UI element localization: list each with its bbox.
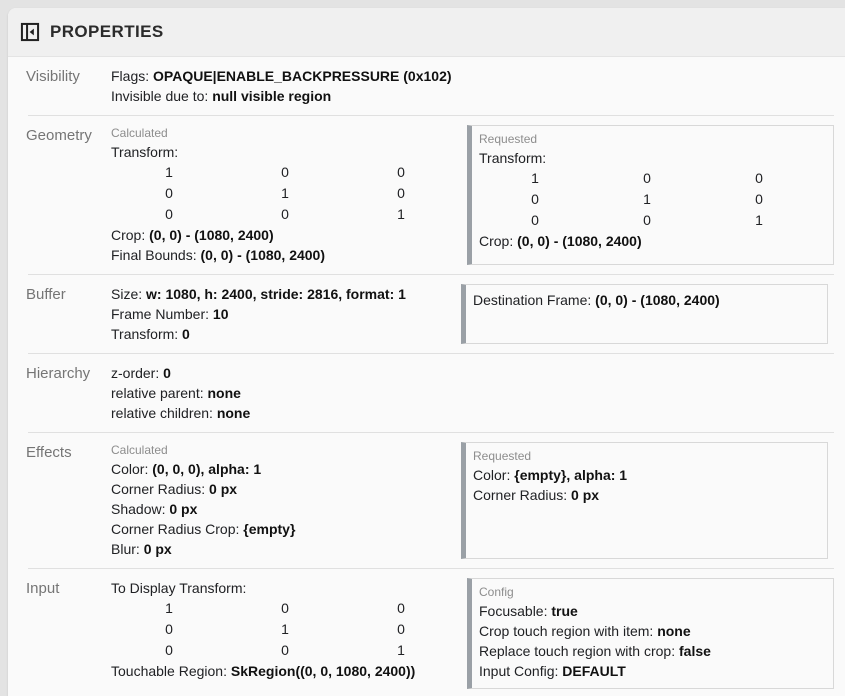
matrix-cell: 0 [755,170,763,186]
relative-parent-row: relative parent: none [111,385,241,401]
matrix-cell: 0 [397,164,405,180]
requested-caption: Requested [479,132,538,146]
replace-touch-region-row: Replace touch region with crop: false [479,643,711,659]
section-buffer [8,275,845,353]
section-label-buffer: Buffer [26,286,66,303]
matrix-cell: 0 [281,206,289,222]
properties-panel [8,8,845,696]
transform-label: Transform: [479,150,547,166]
destination-frame-row: Destination Frame: (0, 0) - (1080, 2400) [473,292,720,308]
corner-radius-crop-row: Corner Radius Crop: {empty} [111,521,296,537]
requested-transform-matrix [479,168,823,231]
calculated-transform-matrix [111,162,459,225]
corner-radius-row: Corner Radius: 0 px [473,487,600,503]
matrix-cell: 0 [397,621,405,637]
color-row: Color: {empty}, alpha: 1 [473,467,628,483]
flags-row: Flags: OPAQUE|ENABLE_BACKPRESSURE (0x102) [111,68,452,84]
matrix-cell: 0 [281,642,289,658]
matrix-cell: 1 [281,185,289,201]
matrix-cell: 1 [397,206,405,222]
calculated-caption: Calculated [111,126,168,140]
input-config-row: Input Config: DEFAULT [479,663,626,679]
matrix-cell: 0 [281,600,289,616]
touchable-region-row: Touchable Region: SkRegion((0, 0, 1080, 2400)) [111,663,416,679]
transform-label: Transform: [111,144,179,160]
to-display-transform-matrix [111,598,459,661]
crop-touch-region-row: Crop touch region with item: none [479,623,691,639]
relative-children-row: relative children: none [111,405,251,421]
requested-geometry-box [467,125,834,265]
final-bounds-row: Final Bounds: (0, 0) - (1080, 2400) [111,247,326,263]
corner-radius-row: Corner Radius: 0 px [111,481,238,497]
matrix-cell: 1 [165,164,173,180]
page-title: PROPERTIES [50,22,164,41]
section-hierarchy [8,354,845,432]
section-effects [8,433,845,568]
to-display-transform-label: To Display Transform: [111,580,247,596]
requested-caption: Requested [473,449,532,463]
matrix-cell: 0 [397,600,405,616]
matrix-cell: 0 [165,206,173,222]
section-visibility [8,57,845,115]
matrix-cell: 0 [531,191,539,207]
requested-effects-box [461,442,828,559]
buffer-transform-row: Transform: 0 [111,326,190,342]
panel-header [8,8,845,57]
matrix-cell: 1 [397,642,405,658]
matrix-cell: 0 [165,185,173,201]
blur-row: Blur: 0 px [111,541,172,557]
section-label-input: Input [26,580,60,597]
matrix-cell: 0 [165,642,173,658]
section-label-hierarchy: Hierarchy [26,365,91,382]
frame-number-row: Frame Number: 10 [111,306,229,322]
invisible-row: Invisible due to: null visible region [111,88,332,104]
matrix-cell: 0 [643,170,651,186]
dock-left-collapse-icon [19,21,41,43]
matrix-cell: 0 [643,212,651,228]
section-label-effects: Effects [26,444,72,461]
destination-frame-box [461,284,828,344]
config-caption: Config [479,585,514,599]
section-label-visibility: Visibility [26,68,80,85]
crop-row: Crop: (0, 0) - (1080, 2400) [479,233,642,249]
matrix-cell: 1 [165,600,173,616]
crop-row: Crop: (0, 0) - (1080, 2400) [111,227,274,243]
matrix-cell: 1 [643,191,651,207]
matrix-cell: 0 [165,621,173,637]
shadow-row: Shadow: 0 px [111,501,198,517]
matrix-cell: 0 [281,164,289,180]
matrix-cell: 0 [531,212,539,228]
color-row: Color: (0, 0, 0), alpha: 1 [111,461,262,477]
calculated-caption: Calculated [111,443,168,457]
matrix-cell: 0 [397,185,405,201]
focusable-row: Focusable: true [479,603,578,619]
size-row: Size: w: 1080, h: 2400, stride: 2816, format: 1 [111,286,406,302]
section-geometry [8,116,845,274]
section-label-geometry: Geometry [26,127,92,144]
matrix-cell: 0 [755,191,763,207]
input-config-box [467,578,834,689]
z-order-row: z-order: 0 [111,365,171,381]
matrix-cell: 1 [531,170,539,186]
collapse-panel-button[interactable] [16,18,44,46]
section-input [8,569,845,696]
matrix-cell: 1 [281,621,289,637]
matrix-cell: 1 [755,212,763,228]
